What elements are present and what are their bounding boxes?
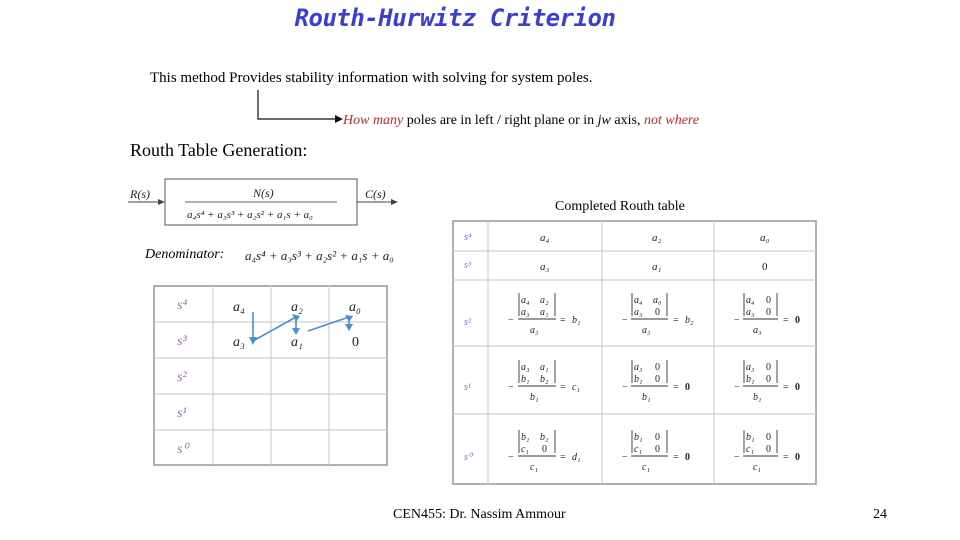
svg-text:b₁: b₁ [572,315,581,326]
svg-text:a₃: a₃ [530,325,539,336]
svg-text:b₁: b₁ [746,432,755,443]
svg-text:c₁: c₁ [572,382,580,393]
cell-a3: a₃ [233,335,245,350]
svg-text:c₁: c₁ [753,462,761,473]
svg-text:b₁: b₁ [634,374,643,385]
rt-a1: a₁ [652,261,662,273]
svg-text:b₁: b₁ [521,374,530,385]
highlight-how-many: How many [343,113,404,128]
rt-label-s4: s⁴ [464,232,472,243]
row-label-s3: s³ [177,334,187,349]
svg-text:b₂: b₂ [540,432,549,443]
block-diagram [125,175,415,230]
slide-title: Routh-Hurwitz Criterion [294,4,616,32]
denominator-expression: a₄s⁴ + a₃s³ + a₂s² + a₁s + a₀ [187,209,313,221]
routh-table-initial [153,285,389,467]
svg-text:=: = [560,315,566,326]
rt-label-s2: s² [464,317,471,328]
svg-text:a₂: a₂ [540,295,549,306]
det-d1 [508,430,580,473]
svg-text:0: 0 [795,382,800,393]
svg-text:a₄: a₄ [521,295,530,306]
svg-text:0: 0 [655,432,660,443]
explanation-axis: axis, [610,113,644,128]
svg-text:b₁: b₁ [753,392,762,403]
jw-axis-text: jw [597,113,611,128]
svg-text:a₃: a₃ [521,307,530,318]
explanation-text [343,113,699,129]
svg-text:b₁: b₁ [530,392,539,403]
svg-text:a₃: a₃ [746,362,755,373]
svg-text:=: = [783,315,789,326]
cell-a4: a₄ [233,300,245,315]
svg-text:0: 0 [766,374,771,385]
rt-label-s3: s³ [464,260,471,271]
svg-text:a₃: a₃ [753,325,762,336]
svg-text:0: 0 [655,444,660,455]
svg-text:−: − [508,452,514,463]
cell-a0: a₀ [349,300,361,315]
denominator-label: Denominator: [145,247,225,262]
det-zero-r4b [734,360,800,403]
svg-text:0: 0 [766,295,771,306]
output-label: C(s) [365,187,386,201]
row-label-s4: s⁴ [177,298,188,313]
rt-a0: a₀ [760,232,770,244]
row-label-s0: s⁰ [177,442,189,457]
svg-text:a₃: a₃ [642,325,651,336]
svg-text:a₁: a₁ [540,307,549,318]
row-label-s1: s¹ [177,406,187,421]
denominator-polynomial [243,244,418,266]
highlight-not-where: not where [643,113,700,128]
det-zero-r5a [622,430,690,473]
svg-text:−: − [734,452,740,463]
cell-zero: 0 [352,335,359,350]
svg-text:=: = [560,452,566,463]
svg-text:0: 0 [766,444,771,455]
bracket-arrow [255,88,345,124]
svg-text:0: 0 [795,315,800,326]
svg-text:0: 0 [766,362,771,373]
svg-text:=: = [783,452,789,463]
rt-a2: a₂ [652,232,662,244]
det-b2 [622,293,694,336]
svg-text:=: = [560,382,566,393]
row-label-s2: s² [177,370,187,385]
svg-text:=: = [673,382,679,393]
svg-text:a₃: a₃ [634,362,643,373]
svg-text:0: 0 [655,362,660,373]
footer-author: CEN455: Dr. Nassim Ammour [393,507,566,522]
svg-text:=: = [783,382,789,393]
page-number: 24 [873,507,887,522]
svg-text:a₄s⁴ + a₃s³ + a₂s² + a₁s + a₀: a₄s⁴ + a₃s³ + a₂s² + a₁s + a₀ [245,248,394,263]
rt-label-s1: s¹ [464,382,471,393]
svg-text:0: 0 [795,452,800,463]
svg-text:0: 0 [766,432,771,443]
svg-text:−: − [622,315,628,326]
svg-text:0: 0 [685,452,690,463]
svg-text:−: − [508,382,514,393]
rt-label-s0: s⁰ [464,452,472,463]
svg-text:b₁: b₁ [521,432,530,443]
routh-table-completed [452,220,818,486]
svg-text:=: = [673,315,679,326]
svg-text:−: − [622,382,628,393]
svg-text:b₁: b₁ [746,374,755,385]
svg-text:a₃: a₃ [634,307,643,318]
svg-text:a₁: a₁ [540,362,549,373]
svg-text:c₁: c₁ [530,462,538,473]
rt-a4: a₄ [540,232,550,244]
svg-text:0: 0 [655,374,660,385]
svg-text:0: 0 [685,382,690,393]
svg-text:c₁: c₁ [642,462,650,473]
svg-text:0: 0 [542,444,547,455]
svg-text:b₁: b₁ [642,392,651,403]
svg-text:a₀: a₀ [653,295,662,306]
svg-text:b₂: b₂ [685,315,694,326]
svg-text:a₃: a₃ [746,307,755,318]
rt-a3: a₃ [540,261,550,273]
table-caption: Completed Routh table [555,199,685,214]
section-heading: Routh Table Generation: [130,140,308,160]
svg-text:d₁: d₁ [572,452,581,463]
det-b1 [508,293,580,336]
svg-text:=: = [673,452,679,463]
rt-zero: 0 [762,261,768,273]
svg-text:0: 0 [766,307,771,318]
svg-text:c₁: c₁ [746,444,754,455]
svg-text:c₁: c₁ [634,444,642,455]
det-c1 [508,360,580,403]
svg-text:0: 0 [655,307,660,318]
svg-text:−: − [508,315,514,326]
explanation-middle: poles are in left / right plane or in [403,113,598,128]
svg-text:−: − [734,315,740,326]
det-zero-r5b [734,430,800,473]
det-zero-r3 [734,293,800,336]
svg-text:b₁: b₁ [634,432,643,443]
svg-text:b₂: b₂ [540,374,549,385]
det-zero-r4a [622,360,690,403]
cell-a1: a₁ [291,335,303,350]
numerator-label: N(s) [253,186,274,200]
svg-text:a₃: a₃ [521,362,530,373]
svg-text:a₄: a₄ [634,295,643,306]
svg-text:c₁: c₁ [521,444,529,455]
input-label: R(s) [130,187,150,201]
svg-text:a₄: a₄ [746,295,755,306]
svg-text:−: − [622,452,628,463]
intro-text: This method Provides stability information with solving for system poles. [150,70,593,86]
svg-text:−: − [734,382,740,393]
cell-a2: a₂ [291,300,303,315]
